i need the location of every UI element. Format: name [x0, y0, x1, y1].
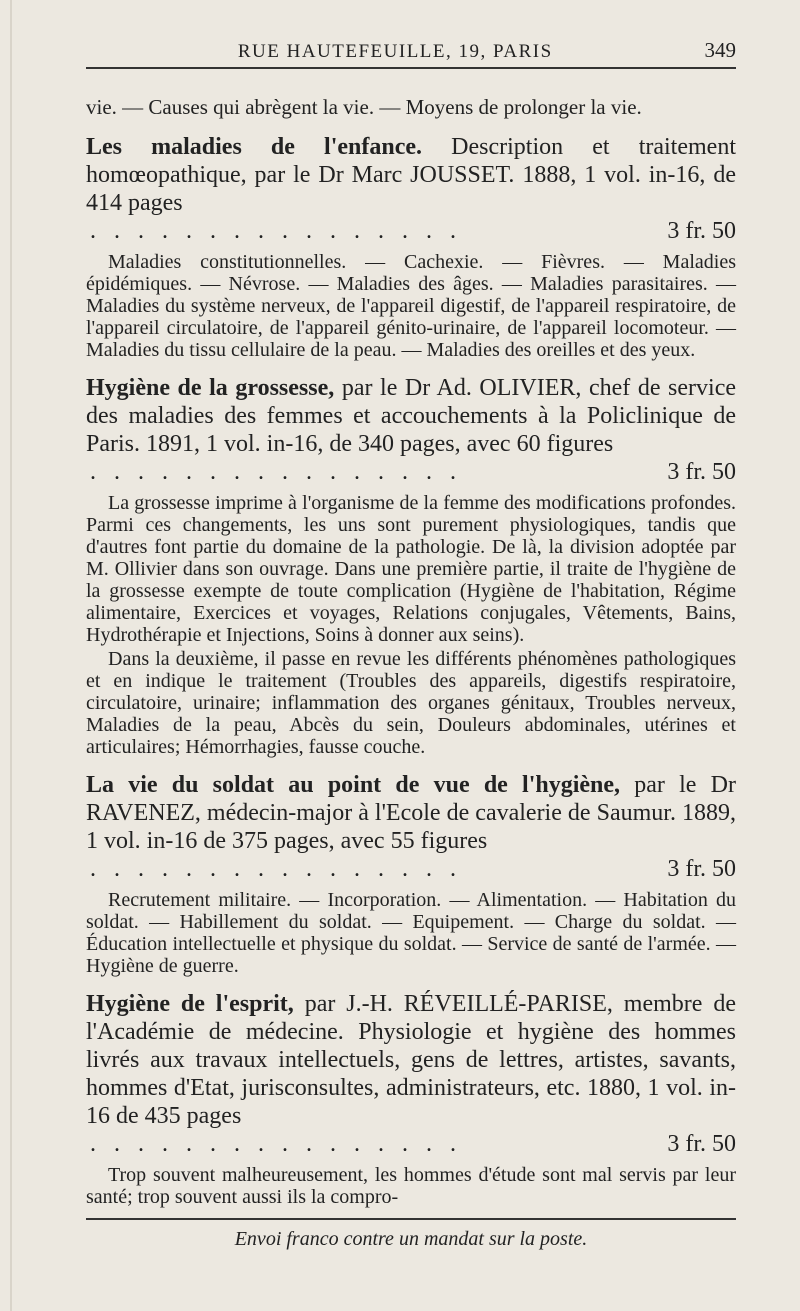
entry-title: La vie du soldat au point de vue de l'hygiène,: [86, 772, 621, 798]
entry-title: Les maladies de l'enfance.: [86, 134, 423, 160]
entry-price: 3 fr. 50: [667, 1131, 736, 1157]
intro-line: vie. — Causes qui abrègent la vie. — Moyens de prolonger la vie.: [86, 95, 642, 119]
entry-summary: Trop souvent malheureusement, les hommes d'étude sont mal servis par leur santé; trop souvent aussi ils la compro-: [86, 1164, 736, 1208]
page-number: 349: [704, 38, 736, 62]
binding-edge: [10, 0, 12, 1311]
entry-title: Hygiène de la grossesse,: [86, 375, 335, 401]
entry-summary: Dans la deuxième, il passe en revue les différents phénomènes pathologiques et en indique le traitement (Troubles des appareils, digestifs respiratoire, circulatoire, urinaire; inflammation des organes génitaux, Troubles nerveux, Maladies de la peau, Abcès du sein, Douleurs abdominales, utérines et articulaires; Hémorrhagies, fausse couche.: [86, 648, 736, 758]
running-head-title: RUE HAUTEFEUILLE, 19, PARIS: [237, 41, 553, 62]
entry-description: Description et traitement homœopathique, par le Dr Marc JOUSSET. 1888, 1 vol. in-16, de 414 pages: [86, 134, 736, 216]
running-head: [86, 38, 736, 69]
entry-price: 3 fr. 50: [667, 856, 736, 882]
catalog-entry: [86, 990, 736, 1208]
entry-description: par J.-H. RÉVEILLÉ-PARISE, membre de l'Académie de médecine. Physiologie et hygiène des hommes livrés aux travaux intellectuels, gens de lettres, artistes, savants, hommes d'Etat, jurisconsultes, administrateurs, etc. 1880, 1 vol. in-16 de 435 pages: [86, 991, 736, 1129]
page-footer: Envoi franco contre un mandat sur la poste.: [234, 1228, 588, 1250]
dot-leaders: . . . . . . . . . . . . . . . .: [90, 856, 462, 882]
entry-title: Hygiène de l'esprit,: [86, 991, 294, 1017]
entry-heading: [86, 133, 736, 245]
catalog-entry: [86, 771, 736, 977]
footer-rule: [86, 1218, 736, 1220]
entry-price: 3 fr. 50: [667, 459, 736, 485]
dot-leaders: . . . . . . . . . . . . . . . .: [90, 218, 462, 244]
entry-summary: La grossesse imprime à l'organisme de la femme des modifications profondes. Parmi ces changements, les uns sont purement physiologiques, tandis que d'autres font partie du domaine de la pathologie. De là, la division adoptée par M. Ollivier dans son ouvrage. Dans une première partie, il traite de l'hygiène de la grossesse exempte de toute complication (Hygiène de l'habitation, Régime alimentaire, Exercices et voyages, Relations conjugales, Vêtements, Bains, Hydrothérapie et Injections, Soins à donner aux seins).: [86, 492, 736, 646]
entry-heading: [86, 374, 736, 486]
dot-leaders: . . . . . . . . . . . . . . . .: [90, 1131, 462, 1157]
dot-leaders: . . . . . . . . . . . . . . . .: [90, 459, 462, 485]
entry-heading: [86, 771, 736, 883]
catalog-entry: [86, 133, 736, 361]
entry-heading: [86, 990, 736, 1158]
entry-price: 3 fr. 50: [667, 218, 736, 244]
entry-description: par le Dr RAVENEZ, médecin-major à l'Ecole de cavalerie de Saumur. 1889, 1 vol. in-16 de 375 pages, avec 55 figures: [86, 772, 736, 854]
entry-description: par le Dr Ad. OLIVIER, chef de service des maladies des femmes et accouchements à la Policlinique de Paris. 1891, 1 vol. in-16, de 340 pages, avec 60 figures: [86, 375, 736, 457]
entry-summary: Maladies constitutionnelles. — Cachexie. — Fièvres. — Maladies épidémiques. — Névrose. — Maladies des âges. — Maladies parasitaires. — Maladies du système nerveux, de l'appareil digestif, de l'appareil respiratoire, de l'appareil circulatoire, de l'appareil génito-urinaire, de l'appareil locomoteur. — Maladies du tissu cellulaire de la peau. — Maladies des oreilles et des yeux.: [86, 251, 736, 361]
catalog-entry: [86, 374, 736, 758]
entry-summary: Recrutement militaire. — Incorporation. — Alimentation. — Habitation du soldat. — Habillement du soldat. — Equipement. — Charge du soldat. — Éducation intellectuelle et physique du soldat. — Service de santé de l'armée. — Hygiène de guerre.: [86, 889, 736, 977]
